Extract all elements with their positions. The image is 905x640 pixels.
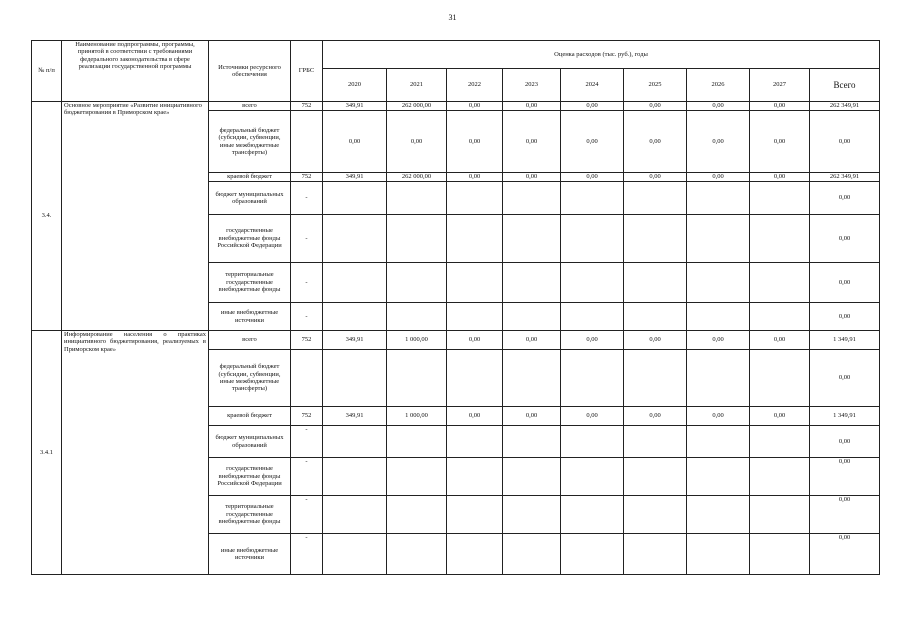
year-value [503, 426, 561, 458]
funding-source: федеральный бюджет (субсидии, субвенции, иные межбюджетные трансферты) [209, 350, 291, 407]
year-value [561, 303, 624, 331]
funding-source: бюджет муниципальных образований [209, 426, 291, 458]
year-value [624, 458, 687, 496]
table-row [32, 102, 880, 111]
year-value: 0,00 [624, 407, 687, 426]
year-value: 0,00 [624, 173, 687, 182]
year-value: 0,00 [750, 111, 810, 173]
year-value: 0,00 [503, 407, 561, 426]
total-value: 0,00 [810, 534, 880, 575]
year-value: 0,00 [750, 102, 810, 111]
year-value [503, 350, 561, 407]
year-value: 0,00 [503, 102, 561, 111]
section-title: Информирование населения о практиках инициативного бюджетирования, реализуемых в Приморском крае» [62, 331, 209, 575]
header-year: 2023 [503, 69, 561, 102]
year-value [624, 215, 687, 263]
year-value [503, 496, 561, 534]
year-value: 262 000,00 [387, 102, 447, 111]
funding-source: бюджет муниципальных образований [209, 182, 291, 215]
year-value [624, 426, 687, 458]
year-value [750, 263, 810, 303]
header-total: Всего [810, 69, 880, 102]
grbs-code: 752 [291, 331, 323, 350]
year-value [750, 182, 810, 215]
header-year: 2021 [387, 69, 447, 102]
header-name: Наименование подпрограммы, программы, принятой в соответствии с требованиями федерального законодательства в сфере реализации государственной программы [62, 41, 209, 102]
year-value [323, 426, 387, 458]
funding-source: всего [209, 331, 291, 350]
year-value [503, 263, 561, 303]
year-value [561, 426, 624, 458]
year-value: 349,91 [323, 102, 387, 111]
year-value: 262 000,00 [387, 173, 447, 182]
year-value: 0,00 [561, 102, 624, 111]
year-value [447, 303, 503, 331]
header-year: 2026 [687, 69, 750, 102]
year-value: 1 000,00 [387, 331, 447, 350]
grbs-code: - [291, 303, 323, 331]
year-value [387, 350, 447, 407]
year-value [687, 496, 750, 534]
year-value [387, 263, 447, 303]
year-value: 0,00 [624, 102, 687, 111]
funding-source: иные внебюджетные источники [209, 303, 291, 331]
total-value: 0,00 [810, 182, 880, 215]
year-value: 0,00 [503, 111, 561, 173]
header-year: 2027 [750, 69, 810, 102]
total-value: 0,00 [810, 496, 880, 534]
header-year: 2022 [447, 69, 503, 102]
year-value [750, 534, 810, 575]
year-value [687, 215, 750, 263]
year-value [323, 458, 387, 496]
year-value [687, 534, 750, 575]
year-value [624, 263, 687, 303]
year-value [323, 303, 387, 331]
year-value [561, 350, 624, 407]
grbs-code [291, 350, 323, 407]
year-value [750, 496, 810, 534]
year-value [323, 263, 387, 303]
year-value: 0,00 [447, 407, 503, 426]
year-value [323, 496, 387, 534]
year-value [447, 215, 503, 263]
year-value [750, 215, 810, 263]
grbs-code: - [291, 426, 323, 458]
year-value [503, 215, 561, 263]
funding-source: всего [209, 102, 291, 111]
funding-source: территориальные государственные внебюджетные фонды [209, 263, 291, 303]
total-value: 0,00 [810, 426, 880, 458]
year-value: 0,00 [503, 331, 561, 350]
total-value: 262 349,91 [810, 173, 880, 182]
year-value: 0,00 [447, 331, 503, 350]
header-year: 2024 [561, 69, 624, 102]
table-header [32, 41, 880, 102]
year-value: 0,00 [687, 407, 750, 426]
year-value [624, 350, 687, 407]
year-value: 0,00 [561, 331, 624, 350]
year-value: 0,00 [561, 173, 624, 182]
year-value: 349,91 [323, 173, 387, 182]
grbs-code: 752 [291, 173, 323, 182]
year-value: 0,00 [447, 102, 503, 111]
total-value: 1 349,91 [810, 407, 880, 426]
year-value: 1 000,00 [387, 407, 447, 426]
year-value: 0,00 [387, 111, 447, 173]
year-value [387, 458, 447, 496]
year-value [503, 182, 561, 215]
year-value: 0,00 [447, 111, 503, 173]
year-value [624, 182, 687, 215]
year-value [323, 182, 387, 215]
year-value: 0,00 [447, 173, 503, 182]
year-value [561, 458, 624, 496]
total-value: 0,00 [810, 111, 880, 173]
section-title: Основное мероприятие «Развитие инициативного бюджетирования в Приморском крае» [62, 102, 209, 331]
total-value: 1 349,91 [810, 331, 880, 350]
funding-source: государственные внебюджетные фонды Российской Федерации [209, 215, 291, 263]
year-value: 0,00 [687, 173, 750, 182]
year-value [624, 303, 687, 331]
expenditure-table [31, 40, 880, 575]
grbs-code: - [291, 534, 323, 575]
year-value [561, 182, 624, 215]
year-value [387, 215, 447, 263]
table-body [32, 102, 880, 575]
total-value: 0,00 [810, 458, 880, 496]
grbs-code: 752 [291, 102, 323, 111]
year-value [624, 496, 687, 534]
year-value: 0,00 [561, 111, 624, 173]
year-value: 0,00 [503, 173, 561, 182]
funding-source: государственные внебюджетные фонды Российской Федерации [209, 458, 291, 496]
total-value: 0,00 [810, 303, 880, 331]
year-value [447, 534, 503, 575]
funding-source: иные внебюджетные источники [209, 534, 291, 575]
year-value: 0,00 [687, 102, 750, 111]
year-value [624, 534, 687, 575]
year-value [387, 182, 447, 215]
year-value [503, 534, 561, 575]
year-value [561, 496, 624, 534]
page-number: 31 [448, 13, 457, 22]
total-value: 0,00 [810, 263, 880, 303]
year-value: 349,91 [323, 331, 387, 350]
grbs-code: - [291, 182, 323, 215]
header-number: № п/п [32, 41, 62, 102]
year-value [561, 263, 624, 303]
year-value [687, 303, 750, 331]
year-value [447, 350, 503, 407]
year-value [561, 215, 624, 263]
year-value [503, 458, 561, 496]
year-value [687, 458, 750, 496]
year-value: 0,00 [750, 407, 810, 426]
year-value: 0,00 [624, 331, 687, 350]
year-value [750, 303, 810, 331]
year-value [687, 350, 750, 407]
year-value [387, 426, 447, 458]
year-value [687, 263, 750, 303]
year-value: 0,00 [323, 111, 387, 173]
funding-source: краевой бюджет [209, 173, 291, 182]
year-value [687, 426, 750, 458]
section-number: 3.4.1 [32, 331, 62, 575]
funding-source: краевой бюджет [209, 407, 291, 426]
grbs-code: - [291, 215, 323, 263]
year-value [503, 303, 561, 331]
year-value [750, 426, 810, 458]
year-value [447, 426, 503, 458]
year-value [561, 534, 624, 575]
header-grbs: ГРБС [291, 41, 323, 102]
year-value: 0,00 [687, 111, 750, 173]
grbs-code: - [291, 458, 323, 496]
year-value [750, 458, 810, 496]
year-value: 0,00 [750, 173, 810, 182]
grbs-code [291, 111, 323, 173]
year-value: 349,91 [323, 407, 387, 426]
year-value: 0,00 [750, 331, 810, 350]
year-value [323, 534, 387, 575]
section-number: 3.4. [32, 102, 62, 331]
header-year: 2025 [624, 69, 687, 102]
grbs-code: 752 [291, 407, 323, 426]
year-value [447, 263, 503, 303]
table-row [32, 331, 880, 350]
total-value: 0,00 [810, 350, 880, 407]
funding-source: федеральный бюджет (субсидии, субвенции, иные межбюджетные трансферты) [209, 111, 291, 173]
year-value [447, 496, 503, 534]
total-value: 262 349,91 [810, 102, 880, 111]
total-value: 0,00 [810, 215, 880, 263]
year-value [687, 182, 750, 215]
year-value: 0,00 [561, 407, 624, 426]
year-value [323, 350, 387, 407]
funding-source: территориальные государственные внебюджетные фонды [209, 496, 291, 534]
header-estimate: Оценка расходов (тыс. руб.), годы [323, 41, 880, 69]
year-value: 0,00 [687, 331, 750, 350]
year-value [323, 215, 387, 263]
header-source: Источники ресурсного обеспечения [209, 41, 291, 102]
year-value [447, 182, 503, 215]
year-value [387, 534, 447, 575]
year-value [750, 350, 810, 407]
year-value [387, 496, 447, 534]
grbs-code: - [291, 263, 323, 303]
header-year: 2020 [323, 69, 387, 102]
year-value [387, 303, 447, 331]
grbs-code: - [291, 496, 323, 534]
year-value: 0,00 [624, 111, 687, 173]
year-value [447, 458, 503, 496]
